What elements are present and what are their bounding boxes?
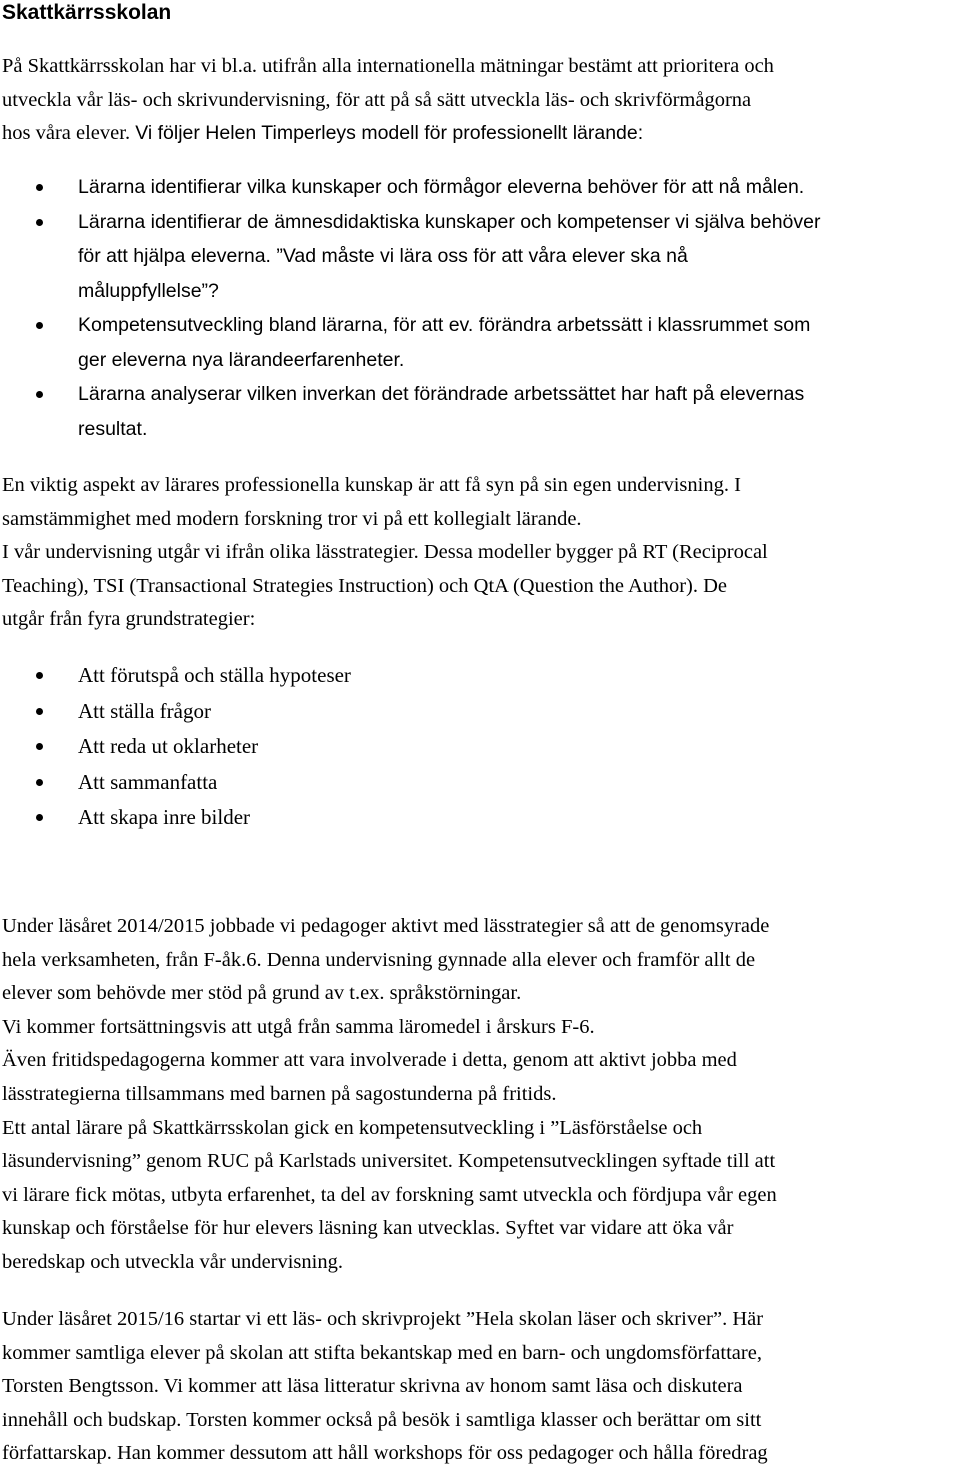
bullet-icon — [36, 743, 43, 750]
aspect-paragraph: En viktig aspekt av lärares professionella kunskap är att få syn på sin egen undervisning. I samstämmighet med modern forskning tror vi på ett kollegialt lärande. I vår undervisning utgår vi ifrån olika lässtrategier. Dessa modeller bygger på RT (Reciprocal Teaching), TSI (Transactional Strategies Instruction) och QtA (Question the Author). De utgår från fyra grundstrategier: — [2, 474, 768, 631]
list-item: Att förutspå och ställa hypoteser — [0, 658, 960, 694]
bullet-icon — [36, 814, 43, 821]
bullet-icon — [36, 184, 43, 191]
bullet-icon — [36, 219, 43, 226]
intro-paragraph — [2, 50, 960, 151]
bullet-icon — [36, 322, 43, 329]
bullet-icon — [36, 779, 43, 786]
intro-model-text: Vi följer Helen Timperleys modell för professionellt lärande: — [135, 122, 644, 145]
year-2015-paragraph: Under läsåret 2015/16 startar vi ett läs- och skrivprojekt ”Hela skolan läser och skriver”. Här kommer samtliga elever på skolan att stifta bekantskap med en barn- och ungdomsförfattare, Torsten Bengtsson. Vi kommer att läsa litteratur skrivna av honom samt läsa och diskutera innehåll och budskap. Torsten kommer också på besök i samtliga klasser och berättar om sitt författarskap. Han kommer dessutom att håll workshops för oss pedagoger och hålla föredrag — [2, 1308, 768, 1465]
model-steps-list — [0, 170, 960, 446]
page-title: Skattkärrsskolan — [2, 1, 172, 24]
list-item: Att reda ut oklarheter — [0, 729, 960, 765]
intro-serif-text: På Skattkärrsskolan har vi bl.a. utifrån alla internationella mätningar bestämt att prioritera och utveckla vår läs- och skrivundervisning, för att på så sätt utveckla läs- och skrivförmågorna hos våra elever. — [2, 55, 774, 145]
year-2014-paragraph: Under läsåret 2014/2015 jobbade vi pedagoger aktivt med lässtrategier så att de genomsyrade hela verksamheten, från F-åk.6. Denna undervisning gynnade alla elever och framför allt de elever som behövde mer stöd på grund av t.ex. språkstörningar. Vi kommer fortsättningsvis att utgå från samma läromedel i årskurs F-6. Även fritidspedagogerna kommer att vara involverade i detta, genom att aktivt jobba med lässtrategierna tillsammans med barnen på sagostunderna på fritids. Ett antal lärare på Skattkärrsskolan gick en kompetensutveckling i ”Läsförståelse och läsundervisning” genom RUC på Karlstads universitet. Kompetensutvecklingen syftade till att vi lärare fick mötas, utbyta erfarenhet, ta del av forskning samt utveckla och fördjupa vår egen kunskap och förståelse för hur elevers läsning kan utvecklas. Syftet var vidare att öka vår beredskap och utveckla vår undervisning. — [2, 915, 777, 1273]
strategies-list — [0, 658, 960, 836]
list-item: Kompetensutveckling bland lärarna, för att ev. förändra arbetssätt i klassrummet som ger eleverna nya lärandeerfarenheter. — [0, 308, 960, 377]
bullet-icon — [36, 672, 43, 679]
bullet-icon — [36, 391, 43, 398]
list-item: Att sammanfatta — [0, 765, 960, 801]
list-item: Lärarna identifierar de ämnesdidaktiska kunskaper och kompetenser vi själva behöver för att hjälpa eleverna. ”Vad måste vi lära oss för att våra elever ska nå måluppfyllelse”? — [0, 205, 960, 309]
list-item: Lärarna analyserar vilken inverkan det förändrade arbetssättet har haft på elevernas resultat. — [0, 377, 960, 446]
list-item: Att ställa frågor — [0, 694, 960, 730]
list-item: Att skapa inre bilder — [0, 800, 960, 836]
list-item: Lärarna identifierar vilka kunskaper och förmågor eleverna behöver för att nå målen. — [0, 170, 960, 205]
bullet-icon — [36, 708, 43, 715]
